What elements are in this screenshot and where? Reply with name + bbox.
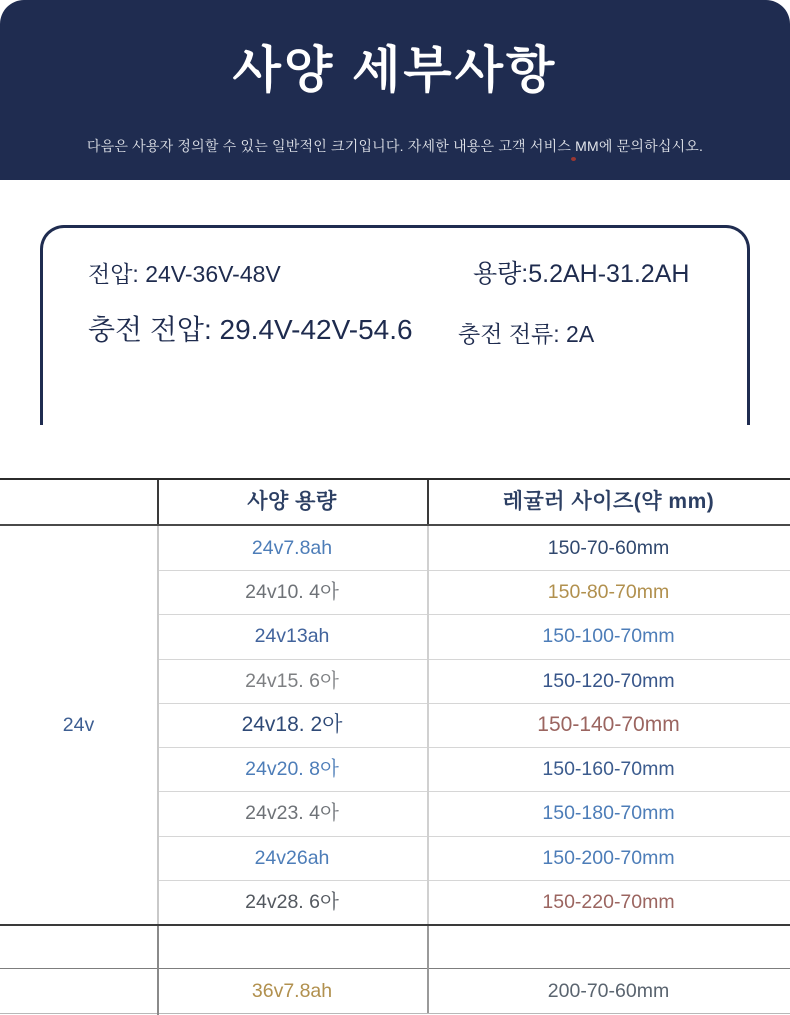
cell-capacity: 24v23. 4아: [245, 802, 339, 824]
cell-capacity: 24v20. 8아: [245, 758, 339, 780]
table-bottom-edge: [0, 1013, 790, 1014]
spec-charge-voltage: 충전 전압: 29.4V-42V-54.6: [88, 314, 413, 345]
cell-size: 150-70-60mm: [547, 537, 670, 559]
cell-capacity: 24v18. 2아: [241, 713, 343, 736]
cell-size: 150-180-70mm: [542, 802, 675, 824]
cell-capacity: 24v10. 4아: [245, 581, 339, 603]
cell-capacity: 24v26ah: [254, 847, 330, 869]
cell-size: 150-100-70mm: [542, 625, 675, 647]
header-size: 레귤러 사이즈(약 mm): [502, 490, 715, 513]
header-capacity: 사양 용량: [247, 490, 337, 513]
page-title: 사양 세부사항: [232, 42, 558, 98]
spec-voltage: 전압: 24V-36V-48V: [88, 261, 281, 287]
cell-size: 150-80-70mm: [547, 581, 670, 603]
cell-size: 200-70-60mm: [547, 980, 670, 1002]
cell-size: 150-140-70mm: [537, 713, 680, 736]
section-separator-dark: [0, 924, 790, 926]
cell-size: 150-220-70mm: [542, 891, 675, 913]
group-label-24v: 24v: [62, 714, 95, 736]
spec-capacity: 용량:5.2AH-31.2AH: [473, 260, 690, 288]
spec-charge-current: 충전 전류: 2A: [458, 321, 595, 347]
spec-summary-box: [40, 225, 750, 425]
hero-banner: [0, 0, 790, 180]
cell-size: 150-120-70mm: [542, 670, 675, 692]
cell-capacity: 24v15. 6아: [245, 670, 339, 692]
cell-size: 150-160-70mm: [542, 758, 675, 780]
hero-subtitle: 다음은 사용자 정의할 수 있는 일반적인 크기입니다. 자세한 내용은 고객 서비스 MM에 문의하십시오.: [86, 138, 704, 154]
cell-capacity: 24v7.8ah: [251, 537, 333, 559]
cell-size: 150-200-70mm: [542, 847, 675, 869]
cell-capacity: 24v13ah: [254, 625, 330, 647]
size-table: [0, 478, 790, 1015]
red-dot-artifact: [571, 157, 576, 161]
cell-capacity: 36v7.8ah: [251, 980, 333, 1002]
cell-capacity: 24v28. 6아: [245, 891, 339, 913]
